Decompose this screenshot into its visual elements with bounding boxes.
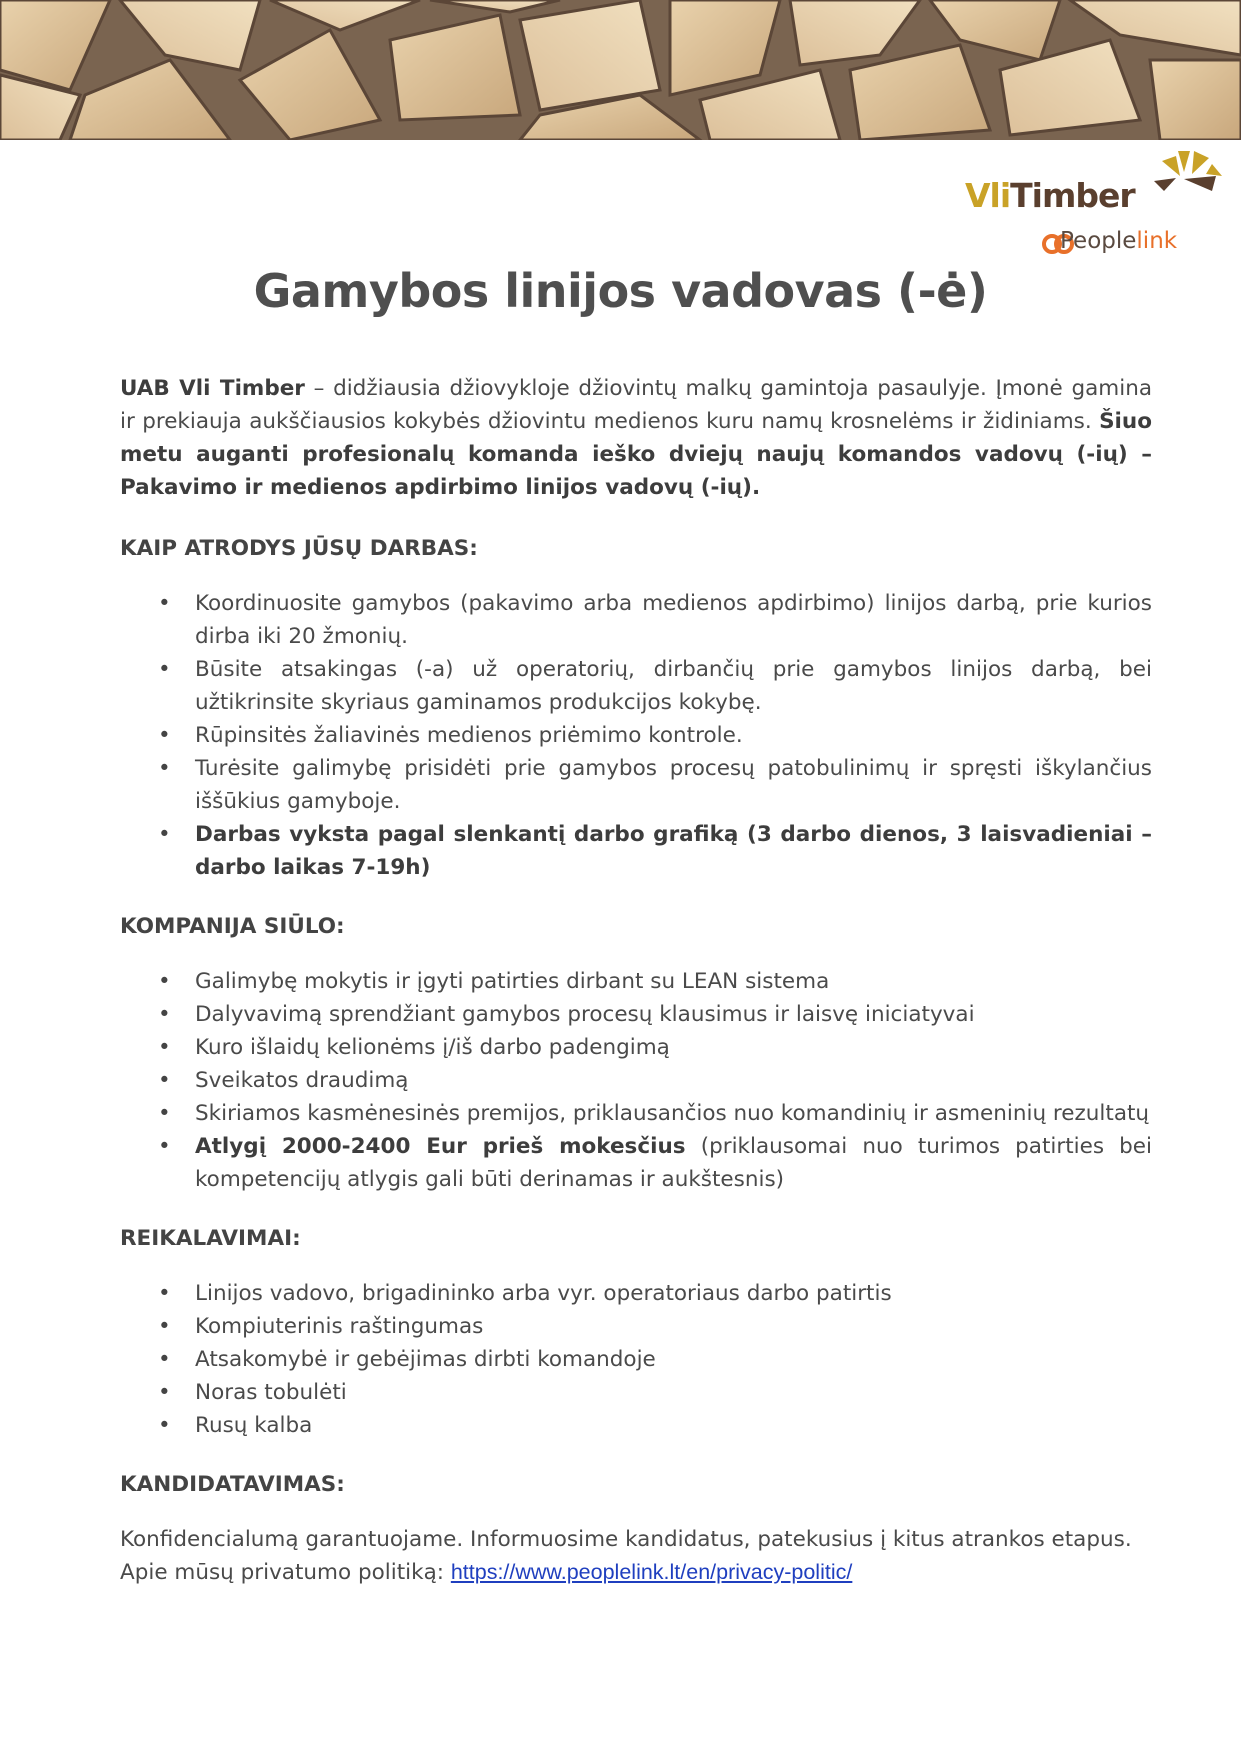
salary-amount: Atlygį 2000-2400 Eur prieš mokesčius xyxy=(195,1134,686,1159)
salary-note: (priklausomai nuo turimos patirties bei kompetencijų atlygis gali būti derinamas ir aukštesnis) xyxy=(195,1134,1153,1192)
brand-link: link xyxy=(1136,228,1178,254)
offer-item: • Galimybę mokytis ir įgyti patirties dirbant su LEAN sistema xyxy=(120,965,1152,998)
vli-timber-logo-mark-icon xyxy=(1154,146,1224,216)
requirement-item: • Kompiuterinis raštingumas xyxy=(120,1310,1152,1343)
offer-item: • Kuro išlaidų kelionėms į/iš darbo padengimą xyxy=(120,1031,1152,1064)
requirements-list xyxy=(120,1277,1152,1442)
confidentiality-note: Konfidencialumą garantuojame. Informuosime kandidatus, patekusius į kitus atrankos etapus. xyxy=(120,1527,1132,1552)
work-item xyxy=(120,818,1152,884)
privacy-policy-link[interactable]: https://www.peoplelink.lt/en/privacy-politic/ xyxy=(450,1560,853,1584)
work-item: • Būsite atsakingas (-a) už operatorių, dirbančių prie gamybos linijos darbą, bei užtikrinsite skyriaus gaminamos produkcijos kokybę. xyxy=(120,653,1152,719)
intro-highlight: Šiuo metu auganti profesionalų komanda ieško dviejų naujų komandos vadovų (-ių) – Pakavimo ir medienos apdirbimo linijos vadovų (-ių). xyxy=(120,409,1152,500)
requirement-item: • Linijos vadovo, brigadininko arba vyr. operatoriaus darbo patirtis xyxy=(120,1277,1152,1310)
work-list xyxy=(120,587,1152,884)
work-item-schedule: Darbas vyksta pagal slenkantį darbo grafiką (3 darbo dienos, 3 laisvadieniai – darbo laikas 7-19h) xyxy=(195,822,1152,880)
work-item: • Koordinuosite gamybos (pakavimo arba medienos apdirbimo) linijos darbą, prie kurios dirba iki 20 žmonių. xyxy=(120,587,1152,653)
brand-timber: Timber xyxy=(1010,176,1135,215)
peoplelink-wordmark xyxy=(1060,228,1177,254)
page-title: Gamybos linijos vadovas (-ė) xyxy=(253,264,988,318)
offer-item-salary xyxy=(120,1130,1152,1196)
firewood-banner xyxy=(0,0,1241,140)
work-item: • Turėsite galimybę prisidėti prie gamybos procesų patobulinimų ir spręsti iškylančius iššūkius gamyboje. xyxy=(120,752,1152,818)
brand-vli: Vli xyxy=(965,176,1011,215)
offer-item: • Dalyvavimą sprendžiant gamybos procesų klausimus ir laisvę iniciatyvai xyxy=(120,998,1152,1031)
section-heading-work: KAIP ATRODYS JŪSŲ DARBAS: xyxy=(120,536,478,561)
section-heading-offer: KOMPANIJA SIŪLO: xyxy=(120,914,345,939)
intro-company: UAB Vli Timber xyxy=(120,376,305,401)
offer-item: • Skiriamos kasmėnesinės premijos, priklausančios nuo komandinių ir asmeninių rezultatų xyxy=(120,1097,1152,1130)
section-heading-requirements: REIKALAVIMAI: xyxy=(120,1226,301,1251)
job-posting-body xyxy=(120,372,1152,1589)
requirement-item: • Rusų kalba xyxy=(120,1409,1152,1442)
offer-list xyxy=(120,965,1152,1196)
section-heading-apply: KANDIDATAVIMAS: xyxy=(120,1472,345,1497)
requirement-item: • Atsakomybė ir gebėjimas dirbti komandoje xyxy=(120,1343,1152,1376)
apply-paragraph xyxy=(120,1523,1152,1589)
work-item: • Rūpinsitės žaliavinės medienos priėmimo kontrole. xyxy=(120,719,1152,752)
offer-item: • Sveikatos draudimą xyxy=(120,1064,1152,1097)
vli-timber-wordmark xyxy=(965,176,1135,215)
privacy-prefix: Apie mūsų privatumo politiką: xyxy=(120,1560,451,1585)
firewood-image xyxy=(0,0,1241,140)
requirement-item: • Noras tobulėti xyxy=(120,1376,1152,1409)
intro-paragraph xyxy=(120,372,1152,504)
intro-text: – didžiausia džiovykloje džiovintų malkų gamintoja pasaulyje. Įmonė gamina ir prekiauja aukščiausios kokybės džiovintu medienos kuru namų krosnelėms ir židiniams. xyxy=(120,376,1153,434)
brand-people: People xyxy=(1060,228,1137,254)
company-logo xyxy=(960,146,1230,266)
